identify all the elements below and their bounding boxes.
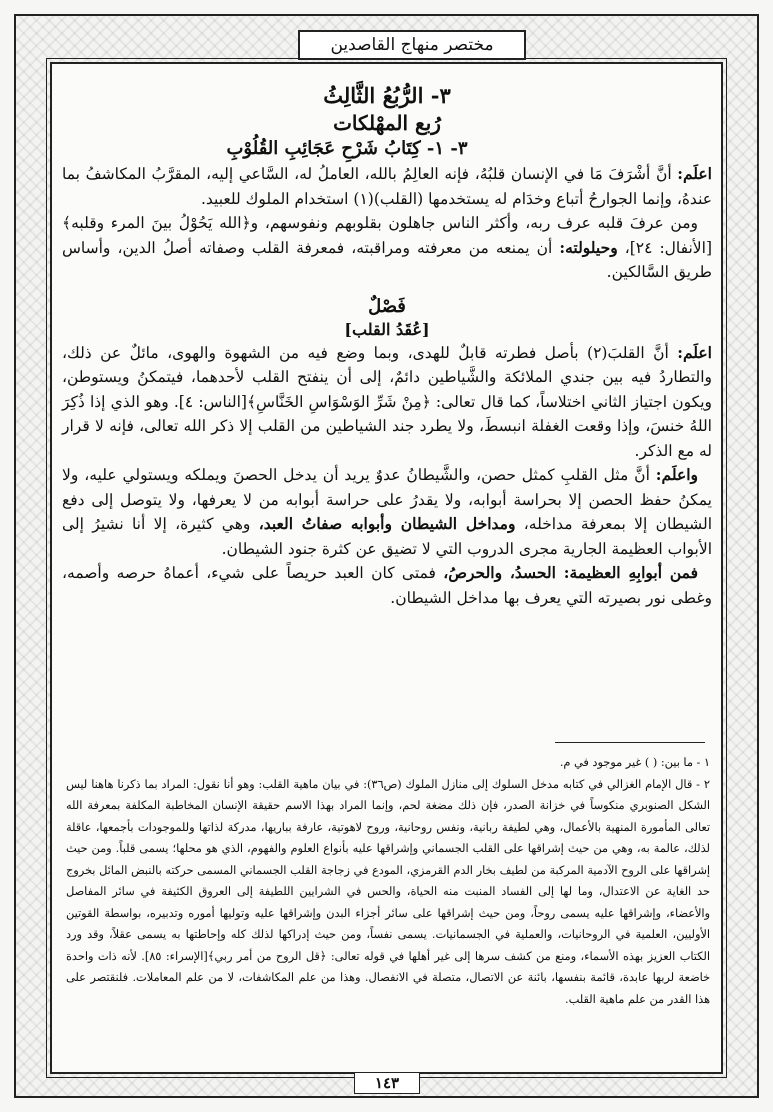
intro-paragraph-2 — [62, 211, 712, 285]
section-heading: فَصْلٌ — [368, 295, 406, 317]
paragraph-lead: واعلَم: — [655, 465, 698, 484]
subsection-heading: [عُقَدُ القلب] — [344, 319, 430, 339]
section-paragraph-3 — [62, 561, 712, 610]
paragraph-text: أن يمنعه من معرفته ومراقبته، فمعرفة القلب وصفاته أصلُ الدين، وأساس طريق السَّالكين. — [62, 238, 712, 281]
footnote-2: ٢ - قال الإمام الغزالي في كتابه مدخل السلوك إلى منازل الملوك (ص٣٦): في بيان ماهية القلب: وهو أنا نقول: المراد بما ذكرنا هاهنا ليس الشكل الصنوبري منكوساً في خزانة الصدر، فإن ذلك مضغة لحم، وإنما المراد بهذا الاسم حقيقة الإنسان المخاطبة المكلفة بمعرفة الله تعالى المأمورة المنهية بالأعمال، وهي لطيفة ربانية، ونفس روحانية، وروح لاهوتية، عارفة بباريها، مدركة لذاتها وللموجودات بأجمعها، عاقلة لذلك، عالمة به، وهي من حيث إشراقها على القلب الجسماني وإشراقها عليه بأنواع العلوم والفهوم، الذي هو محلها؛ يسمى قلباً. ومن حيث إشراقها على الروح الآدمية المركبة من لطيف بخار الدم القرمزي، المودع في زجاجة القلب الجسماني المسمى حركته بالنبض المائل بخروج حد الغاية عن الاعتدال، وما لها إلى الفساد المنبت منه الحياة، والحس في الشرايين اللطيفة إلى العروق الكثيفة في سائر المفاصل والأعضاء، وإشراقها عليه يسمى روحاً، ومن حيث إشراقها على سائر أجزاء البدن وإشراقها عليه وتوليها أموره وتدبيره، بواسطة القوتين الأوليين، العلمية في الروحانيات، والعملية في الجسمانيات. يسمى نفساً، ومن حيث إدراكها لذلك كله وإحاطتها به يسمى عقلاً، وقد ورد الكتاب العزيز بهذه الأسماء، ومنع من كشف سرها إلى غير أهلها في قوله تعالى: ﴿قل الروح من أمر ربي﴾[الإسراء: ٨٥]. لأنه ذات واحدة خاضعة لربها عابدة، قائمة بنفسها، بائنة عن الاتصال، متصلة في الانفصال. وهذا من علم المكاشفات، لا من علم المعاملات. فلنقتصر على هذا القدر من علم ماهية القلب. — [66, 777, 710, 1006]
paragraph-text: أنَّ مثل القلبِ كمثل حصن، والشَّيطانُ عدوٌ يريد أن يدخل الحصنَ ويملكه ويستولي عليه، ولا يمكنُ حفظ الحصن إلا بحراسة أبوابه، ولا يقدرُ على حراسة أبوابه من لا يعرفها، ولا يتوصل إلى دفع الشيطان إلا بمعرفة مداخله، — [62, 466, 712, 533]
running-header — [298, 30, 526, 60]
paragraph-text: أنَّ القلبَ(٢) بأصل فطرته قابلٌ للهدى، وبما وضع فيه من الشهوة والهوى، مائلٌ عن ذلك، والتطاردُ فيه بين جندي الملائكة والشَّياطين دائمٌ، إلى أن ينفتح القلب لأحدهما، فيتمكنُ ويستوطن، ويكون اجتياز الثاني اختلاساً، كما قال تعالى: ﴿مِنْ شَرِّ الوَسْوَاسِ الخَنَّاسِ﴾[الناس: ٤]. وهو الذي إذا ذُكِرَ اللهُ خنسَ، وإذا وقعت الغفلة انبسطَ، ولا يطرد جند الشياطين من القلب إلا ذكر الله تعالى، فإنه لا قرار له مع الذكر. — [62, 343, 712, 460]
footnote-divider — [555, 742, 705, 743]
part-heading: ٣- الرُّبُعُ الثَّالِثُ — [323, 83, 451, 108]
page-number — [354, 1072, 420, 1094]
paragraph-text: أنَّ أشْرَفَ مَا في الإنسان قلبُهُ، فإنه العالِمُ بالله، العاملُ له، السَّاعي إليه، المقرَّبُ المكاشفُ بما عندهُ، وإنما الجوارحُ أتباع وخدَام له يستخدمها (القلب)(١) استخدام الملوك للعبيد. — [62, 165, 712, 208]
intro-paragraph-1 — [62, 162, 712, 211]
section-paragraph-2 — [62, 463, 712, 561]
main-text — [62, 82, 712, 610]
paragraph-bold: ومداخل الشيطان وأبوابه صفاتُ العبد، — [258, 514, 516, 533]
paragraph-bold: وحيلولته: — [559, 237, 618, 257]
paragraph-text: ومن عرفَ قلبه عرف ربه، وأكثر الناس جاهلون بقلوبهم ونفوسهم، و﴿الله يَحُوْلُ بينَ المرء وقلبه﴾[الأنفال: ٢٤]، — [62, 214, 713, 257]
paragraph-lead: اعلَم: — [677, 164, 712, 183]
footnotes — [66, 752, 710, 1010]
book-heading: ٣- ١- كِتَابُ شَرْحِ عَجَائِبِ القُلُوْبِ — [226, 138, 468, 159]
paragraph-lead: فمن أبوابِهِ العظيمة: الحسدُ، والحرصُ، — [443, 563, 698, 582]
section-paragraph-1 — [62, 341, 712, 464]
quarter-heading: رُبع المهْلكات — [333, 111, 441, 135]
paragraph-lead: اعلَم: — [677, 342, 712, 362]
book-title: مختصر منهاج القاصدين — [330, 35, 494, 55]
paragraph-text: وهي كثيرة، إلا أنا نشيرُ إلى الأبواب العظيمة الجارية مجرى الدروب التي لا تضيق عن كثرة جنود الشيطان. — [62, 515, 712, 558]
footnote-1: ١ - ما بين: ( ) غير موجود في م. — [559, 756, 710, 769]
page-number-text: ١٤٣ — [374, 1074, 400, 1092]
paragraph-text: فمتى كان العبد حريصاً على شيء، أعماهُ حرصه وأصمه، وغطى نور بصيرته التي يعرف بها مداخل الشيطان. — [62, 564, 712, 607]
